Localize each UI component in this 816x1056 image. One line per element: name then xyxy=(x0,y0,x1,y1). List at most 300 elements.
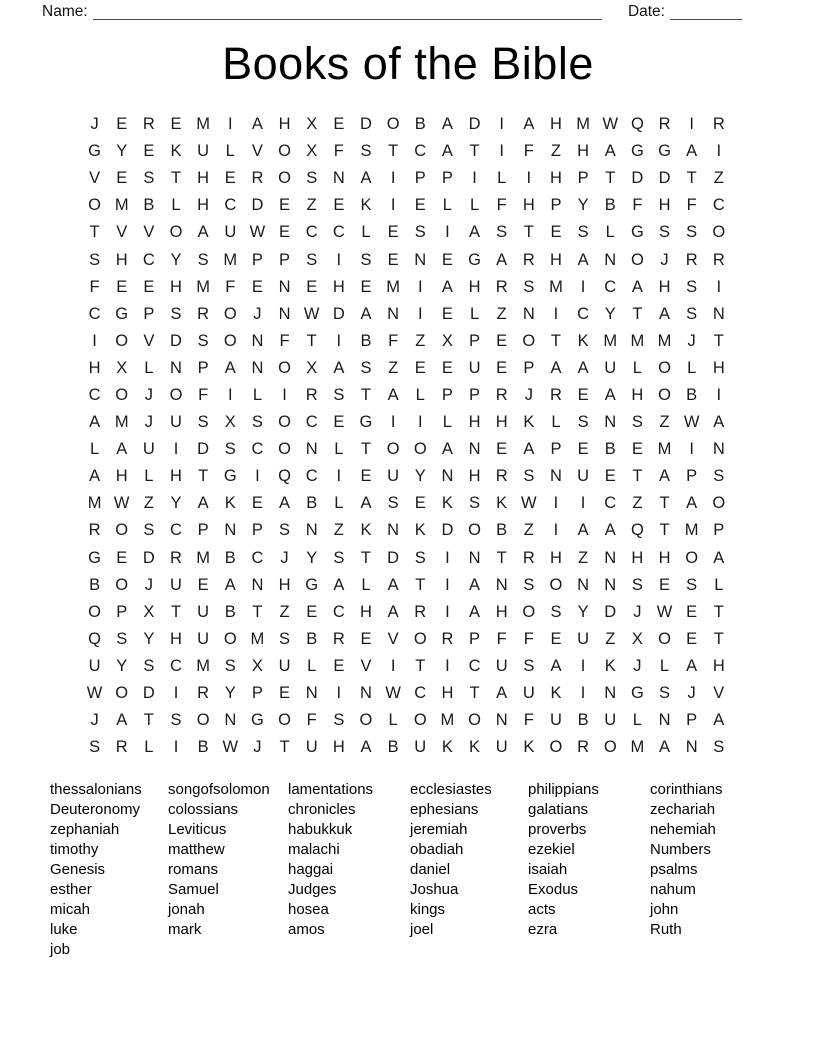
grid-letter: A xyxy=(577,250,589,269)
word-item: songofsolomon xyxy=(168,781,270,798)
grid-letter: Z xyxy=(713,169,724,188)
grid-letter: A xyxy=(360,494,372,513)
grid-letter: L xyxy=(361,223,371,242)
grid-letter: R xyxy=(658,115,671,134)
grid-letter: Y xyxy=(170,494,182,513)
grid-letter: I xyxy=(716,385,722,404)
grid-letter: S xyxy=(550,602,562,621)
grid-letter: E xyxy=(604,467,616,486)
grid-letter: N xyxy=(251,331,264,350)
grid-letter: H xyxy=(550,548,562,567)
grid-letter: S xyxy=(170,304,182,323)
grid-letter: R xyxy=(550,385,562,404)
grid-letter: H xyxy=(88,358,101,377)
grid-letter: A xyxy=(496,684,508,703)
grid-letter: G xyxy=(630,684,644,703)
grid-letter: M xyxy=(114,196,129,215)
grid-row xyxy=(81,138,732,165)
grid-letter: E xyxy=(686,602,698,621)
grid-letter: H xyxy=(441,684,454,703)
grid-letter: A xyxy=(604,521,616,540)
grid-letter: O xyxy=(413,440,427,459)
grid-letter: S xyxy=(333,548,345,567)
grid-letter: A xyxy=(197,494,209,513)
grid-letter: J xyxy=(144,385,153,404)
grid-letter: E xyxy=(360,467,372,486)
grid-letter: C xyxy=(224,196,237,215)
grid-letter: P xyxy=(686,467,698,486)
grid-letter: N xyxy=(441,467,454,486)
grid-letter: V xyxy=(116,223,128,242)
grid-letter: A xyxy=(469,602,481,621)
grid-letter: D xyxy=(441,521,454,540)
grid-letter: C xyxy=(251,440,264,459)
grid-letter: O xyxy=(115,385,129,404)
grid-letter: L xyxy=(388,711,398,730)
grid-letter: A xyxy=(523,115,535,134)
word-item: Ruth xyxy=(650,921,682,938)
grid-letter: E xyxy=(251,277,263,296)
grid-letter: E xyxy=(577,440,589,459)
grid-letter: T xyxy=(252,602,263,621)
grid-letter: I xyxy=(336,684,342,703)
grid-letter: O xyxy=(169,385,183,404)
grid-letter: U xyxy=(577,629,590,648)
grid-letter: H xyxy=(495,413,508,432)
word-item: Deuteronomy xyxy=(50,801,141,818)
grid-letter: H xyxy=(550,169,562,188)
grid-letter: H xyxy=(170,277,182,296)
grid-letter: T xyxy=(415,575,426,594)
grid-letter: O xyxy=(468,521,481,540)
page-title: Books of the Bible xyxy=(222,38,594,89)
word-item: haggai xyxy=(288,861,334,878)
grid-row xyxy=(81,111,732,138)
grid-letter: I xyxy=(390,196,396,215)
grid-letter: V xyxy=(251,142,263,161)
grid-letter: E xyxy=(441,358,453,377)
word-item: daniel xyxy=(410,861,451,878)
grid-letter: R xyxy=(197,684,210,703)
grid-letter: R xyxy=(414,602,427,621)
grid-letter: R xyxy=(88,521,101,540)
grid-letter: A xyxy=(251,115,263,134)
grid-letter: Z xyxy=(496,304,507,323)
grid-letter: H xyxy=(197,196,210,215)
grid-letter: G xyxy=(88,548,101,567)
grid-letter: O xyxy=(712,223,726,242)
grid-letter: T xyxy=(713,602,724,621)
grid-letter: K xyxy=(523,738,535,757)
grid-letter: O xyxy=(278,711,291,730)
grid-letter: H xyxy=(658,277,671,296)
grid-letter: R xyxy=(495,385,508,404)
grid-letter: D xyxy=(197,440,210,459)
grid-letter: Z xyxy=(306,196,317,215)
grid-letter: C xyxy=(305,223,318,242)
grid-letter: N xyxy=(468,440,481,459)
grid-letter: B xyxy=(577,711,589,730)
grid-letter: J xyxy=(660,250,669,269)
grid-letter: A xyxy=(279,494,291,513)
grid-letter: B xyxy=(224,602,236,621)
grid-letter: L xyxy=(225,142,235,161)
word-item: ezra xyxy=(528,921,558,938)
grid-letter: V xyxy=(143,223,155,242)
word-item: Judges xyxy=(288,881,337,898)
grid-letter: O xyxy=(413,629,427,648)
grid-letter: P xyxy=(251,521,263,540)
grid-letter: L xyxy=(605,223,615,242)
grid-letter: V xyxy=(713,684,725,703)
grid-row xyxy=(81,626,732,653)
grid-letter: I xyxy=(716,142,722,161)
grid-letter: I xyxy=(173,440,179,459)
word-item: isaiah xyxy=(528,861,568,878)
grid-letter: I xyxy=(390,169,396,188)
grid-letter: M xyxy=(684,521,699,540)
grid-letter: N xyxy=(468,548,481,567)
grid-row xyxy=(81,165,732,192)
grid-letter: T xyxy=(306,331,317,350)
grid-letter: N xyxy=(604,548,617,567)
grid-letter: U xyxy=(468,358,481,377)
grid-letter: R xyxy=(685,250,698,269)
grid-letter: L xyxy=(89,440,100,459)
grid-letter: I xyxy=(553,521,559,540)
grid-letter: O xyxy=(223,304,237,323)
grid-row xyxy=(81,599,732,626)
grid-letter: B xyxy=(604,440,616,459)
grid-letter: H xyxy=(170,629,182,648)
grid-letter: U xyxy=(197,602,210,621)
grid-letter: O xyxy=(386,440,400,459)
grid-letter: V xyxy=(143,331,155,350)
grid-letter: S xyxy=(170,711,182,730)
grid-letter: C xyxy=(414,142,427,161)
date-label: Date: xyxy=(627,3,665,20)
grid-letter: E xyxy=(414,358,426,377)
word-item: Genesis xyxy=(50,861,106,878)
word-item: malachi xyxy=(288,841,340,858)
grid-letter: V xyxy=(360,656,372,675)
word-item: nahum xyxy=(650,881,696,898)
word-item: micah xyxy=(50,901,91,918)
grid-letter: G xyxy=(359,413,373,432)
grid-letter: L xyxy=(171,196,181,215)
grid-letter: O xyxy=(413,711,427,730)
grid-letter: B xyxy=(387,738,399,757)
grid-letter: L xyxy=(252,385,262,404)
grid-letter: Z xyxy=(632,494,643,513)
grid-letter: K xyxy=(577,331,589,350)
grid-letter: I xyxy=(553,304,559,323)
grid-letter: C xyxy=(712,196,725,215)
name-blank-line xyxy=(93,4,602,20)
grid-letter: T xyxy=(496,548,507,567)
word-item: obadiah xyxy=(410,841,464,858)
grid-letter: L xyxy=(144,358,154,377)
grid-letter: M xyxy=(576,115,590,134)
grid-letter: S xyxy=(143,656,155,675)
grid-letter: E xyxy=(550,223,562,242)
grid-letter: L xyxy=(497,169,507,188)
grid-letter: A xyxy=(659,467,671,486)
grid-letter: J xyxy=(687,684,696,703)
word-item: Exodus xyxy=(528,881,579,898)
grid-letter: E xyxy=(251,494,263,513)
grid-letter: E xyxy=(306,602,318,621)
grid-letter: L xyxy=(442,196,452,215)
grid-letter: B xyxy=(306,494,318,513)
grid-letter: M xyxy=(87,494,102,513)
grid-letter: A xyxy=(387,575,399,594)
grid-letter: L xyxy=(307,656,317,675)
grid-letter: L xyxy=(144,467,154,486)
word-list-column xyxy=(288,780,410,940)
grid-letter: W xyxy=(86,684,103,703)
grid-letter: A xyxy=(713,711,725,730)
grid-letter: N xyxy=(224,521,237,540)
grid-letter: E xyxy=(387,250,399,269)
grid-letter: K xyxy=(441,494,453,513)
grid-letter: J xyxy=(524,385,533,404)
grid-letter: R xyxy=(142,115,155,134)
grid-letter: E xyxy=(306,277,318,296)
grid-letter: S xyxy=(523,277,535,296)
word-list-column xyxy=(650,780,770,940)
grid-letter: I xyxy=(445,223,450,242)
grid-letter: E xyxy=(686,629,698,648)
grid-letter: L xyxy=(687,358,697,377)
grid-letter: K xyxy=(224,494,236,513)
grid-letter: S xyxy=(659,684,671,703)
grid-letter: X xyxy=(224,413,236,432)
grid-letter: I xyxy=(499,142,504,161)
grid-letter: U xyxy=(170,413,182,432)
grid-letter: M xyxy=(657,440,672,459)
word-item: acts xyxy=(528,901,556,918)
grid-letter: Y xyxy=(170,250,182,269)
word-list xyxy=(50,780,770,960)
grid-letter: P xyxy=(550,440,562,459)
grid-letter: M xyxy=(657,331,672,350)
grid-row xyxy=(81,490,732,517)
grid-letter: U xyxy=(197,142,210,161)
grid-letter: C xyxy=(170,521,182,540)
grid-letter: N xyxy=(251,575,264,594)
grid-letter: O xyxy=(603,738,617,757)
grid-letter: J xyxy=(633,656,642,675)
grid-letter: C xyxy=(604,277,617,296)
grid-letter: N xyxy=(604,684,617,703)
word-item: jeremiah xyxy=(410,821,468,838)
grid-letter: H xyxy=(712,358,725,377)
grid-letter: P xyxy=(251,250,263,269)
grid-letter: I xyxy=(417,277,423,296)
grid-letter: H xyxy=(550,115,562,134)
grid-letter: N xyxy=(305,684,318,703)
grid-letter: E xyxy=(143,277,155,296)
grid-letter: F xyxy=(496,629,507,648)
grid-letter: U xyxy=(387,467,400,486)
grid-row xyxy=(81,382,732,409)
word-item: joel xyxy=(410,921,434,938)
grid-letter: T xyxy=(415,656,426,675)
grid-letter: C xyxy=(577,304,590,323)
grid-letter: T xyxy=(523,223,534,242)
grid-letter: N xyxy=(604,250,617,269)
grid-letter: I xyxy=(716,277,722,296)
grid-letter: A xyxy=(360,304,372,323)
grid-letter: R xyxy=(441,629,454,648)
grid-row xyxy=(81,572,732,599)
grid-letter: W xyxy=(521,494,537,513)
grid-letter: W xyxy=(683,413,700,432)
grid-letter: A xyxy=(197,223,209,242)
grid-letter: F xyxy=(89,277,100,296)
grid-letter: S xyxy=(360,250,372,269)
grid-letter: E xyxy=(224,169,236,188)
grid-letter: S xyxy=(143,169,155,188)
grid-letter: H xyxy=(115,467,128,486)
grid-letter: U xyxy=(142,440,155,459)
grid-letter: P xyxy=(197,358,209,377)
grid-letter: P xyxy=(469,385,481,404)
grid-letter: A xyxy=(89,413,101,432)
grid-row xyxy=(81,680,732,707)
grid-letter: I xyxy=(336,331,342,350)
grid-letter: T xyxy=(143,711,154,730)
grid-letter: O xyxy=(630,250,644,269)
word-item: Joshua xyxy=(410,881,459,898)
grid-letter: E xyxy=(496,331,508,350)
grid-letter: L xyxy=(415,385,425,404)
grid-letter: S xyxy=(414,223,426,242)
grid-letter: F xyxy=(198,385,209,404)
grid-letter: G xyxy=(305,575,319,594)
grid-letter: R xyxy=(495,467,508,486)
grid-letter: O xyxy=(549,575,563,594)
grid-letter: F xyxy=(279,331,290,350)
grid-letter: C xyxy=(305,413,318,432)
grid-letter: B xyxy=(686,385,698,404)
grid-letter: S xyxy=(306,250,318,269)
grid-letter: K xyxy=(360,196,372,215)
grid-letter: S xyxy=(577,413,589,432)
grid-letter: Z xyxy=(659,413,670,432)
grid-letter: R xyxy=(170,548,182,567)
grid-letter: E xyxy=(333,115,345,134)
grid-letter: I xyxy=(227,115,233,134)
grid-letter: P xyxy=(279,250,291,269)
grid-letter: M xyxy=(223,250,238,269)
grid-letter: N xyxy=(604,413,617,432)
grid-letter: M xyxy=(603,331,618,350)
grid-row xyxy=(81,274,732,301)
grid-letter: R xyxy=(305,385,318,404)
grid-letter: M xyxy=(114,413,129,432)
grid-letter: W xyxy=(656,602,673,621)
grid-letter: S xyxy=(414,548,426,567)
grid-letter: F xyxy=(523,629,534,648)
grid-letter: A xyxy=(659,738,671,757)
grid-letter: J xyxy=(253,738,262,757)
word-item: lamentations xyxy=(288,781,374,798)
grid-letter: O xyxy=(115,575,129,594)
grid-letter: E xyxy=(387,223,399,242)
grid-letter: U xyxy=(577,467,590,486)
grid-letter: H xyxy=(115,250,128,269)
word-list-column xyxy=(168,780,288,940)
grid-letter: D xyxy=(142,548,155,567)
grid-letter: H xyxy=(278,575,291,594)
grid-letter: N xyxy=(685,738,698,757)
grid-letter: L xyxy=(334,494,344,513)
grid-letter: I xyxy=(689,440,694,459)
grid-letter: D xyxy=(360,115,372,134)
grid-letter: A xyxy=(387,602,399,621)
grid-letter: S xyxy=(496,223,508,242)
grid-letter: F xyxy=(306,711,317,730)
grid-letter: O xyxy=(196,711,210,730)
grid-letter: E xyxy=(143,142,155,161)
grid-letter: S xyxy=(306,169,318,188)
grid-letter: I xyxy=(417,413,423,432)
word-item: Numbers xyxy=(650,841,711,858)
grid-letter: P xyxy=(441,169,453,188)
grid-letter: Z xyxy=(550,142,561,161)
grid-letter: A xyxy=(523,440,535,459)
grid-letter: S xyxy=(577,223,589,242)
word-item: zephaniah xyxy=(50,821,120,838)
grid-letter: L xyxy=(144,738,154,757)
grid-letter: N xyxy=(360,684,372,703)
grid-letter: A xyxy=(631,277,643,296)
grid-letter: N xyxy=(522,304,535,323)
grid-letter: R xyxy=(495,277,508,296)
grid-letter: H xyxy=(495,602,508,621)
word-item: mark xyxy=(168,921,202,938)
grid-letter: Z xyxy=(523,521,534,540)
grid-letter: E xyxy=(441,304,453,323)
grid-letter: H xyxy=(468,277,481,296)
grid-letter: G xyxy=(223,467,237,486)
grid-letter: H xyxy=(658,196,671,215)
grid-letter: S xyxy=(686,223,698,242)
grid-letter: A xyxy=(550,358,562,377)
grid-letter: F xyxy=(632,196,643,215)
grid-letter: R xyxy=(577,738,590,757)
grid-letter: S xyxy=(224,440,236,459)
grid-letter: P xyxy=(414,169,426,188)
grid-letter: C xyxy=(88,385,101,404)
grid-letter: D xyxy=(658,169,671,188)
grid-letter: S xyxy=(713,738,725,757)
grid-letter: Q xyxy=(278,467,291,486)
grid-letter: H xyxy=(360,602,372,621)
grid-letter: T xyxy=(360,548,372,567)
grid-letter: W xyxy=(385,684,401,703)
grid-letter: O xyxy=(278,142,291,161)
grid-letter: L xyxy=(361,575,371,594)
grid-letter: K xyxy=(550,684,562,703)
grid-letter: E xyxy=(550,629,562,648)
grid-letter: N xyxy=(658,711,671,730)
grid-letter: Y xyxy=(143,629,155,648)
grid-letter: T xyxy=(170,602,182,621)
grid-letter: A xyxy=(686,494,698,513)
